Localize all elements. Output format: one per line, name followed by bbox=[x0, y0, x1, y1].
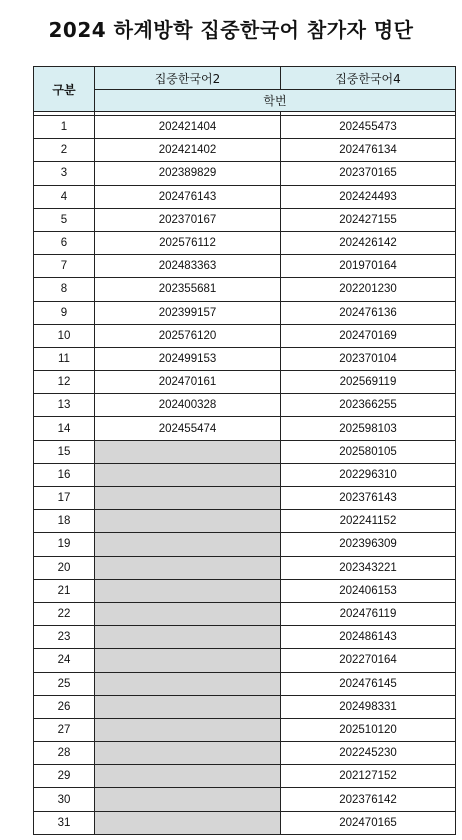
course-4-id-cell: 202426142 bbox=[281, 231, 456, 254]
course-2-id-cell bbox=[95, 626, 281, 649]
row-number-cell: 26 bbox=[34, 695, 95, 718]
course-2-id-cell: 202370167 bbox=[95, 208, 281, 231]
course-2-id-cell: 202576120 bbox=[95, 324, 281, 347]
course-2-id-cell: 202470161 bbox=[95, 371, 281, 394]
course-4-id-cell: 202396309 bbox=[281, 533, 456, 556]
row-number-cell: 27 bbox=[34, 718, 95, 741]
table-row bbox=[34, 116, 456, 139]
course-2-id-cell: 202476143 bbox=[95, 185, 281, 208]
table-row bbox=[34, 626, 456, 649]
row-number-cell: 3 bbox=[34, 162, 95, 185]
course-4-id-cell: 202510120 bbox=[281, 718, 456, 741]
course-2-id-cell: 202455474 bbox=[95, 417, 281, 440]
header-gubun: 구분 bbox=[34, 67, 95, 112]
course-4-id-cell: 202343221 bbox=[281, 556, 456, 579]
course-4-id-cell: 202127152 bbox=[281, 765, 456, 788]
table-row bbox=[34, 231, 456, 254]
course-4-id-cell: 202245230 bbox=[281, 742, 456, 765]
row-number-cell: 10 bbox=[34, 324, 95, 347]
row-number-cell: 8 bbox=[34, 278, 95, 301]
table-row bbox=[34, 718, 456, 741]
table-body bbox=[34, 112, 456, 835]
row-number-cell: 31 bbox=[34, 811, 95, 834]
course-2-id-cell: 202421402 bbox=[95, 139, 281, 162]
course-2-id-cell bbox=[95, 602, 281, 625]
row-number-cell: 22 bbox=[34, 602, 95, 625]
course-4-id-cell: 202296310 bbox=[281, 463, 456, 486]
table-row bbox=[34, 278, 456, 301]
course-4-id-cell: 202366255 bbox=[281, 394, 456, 417]
row-number-cell: 9 bbox=[34, 301, 95, 324]
course-4-id-cell: 202470169 bbox=[281, 324, 456, 347]
row-number-cell: 5 bbox=[34, 208, 95, 231]
row-number-cell: 20 bbox=[34, 556, 95, 579]
course-4-id-cell: 201970164 bbox=[281, 255, 456, 278]
course-2-id-cell bbox=[95, 510, 281, 533]
table-row bbox=[34, 765, 456, 788]
course-4-id-cell: 202498331 bbox=[281, 695, 456, 718]
row-number-cell: 1 bbox=[34, 116, 95, 139]
row-number-cell: 19 bbox=[34, 533, 95, 556]
table-row bbox=[34, 556, 456, 579]
table-row bbox=[34, 533, 456, 556]
table-row bbox=[34, 301, 456, 324]
course-4-id-cell: 202470165 bbox=[281, 811, 456, 834]
table-header-row bbox=[34, 67, 456, 90]
table-subheader-row bbox=[34, 90, 456, 112]
course-2-id-cell bbox=[95, 487, 281, 510]
table-row bbox=[34, 510, 456, 533]
row-number-cell: 15 bbox=[34, 440, 95, 463]
course-2-id-cell: 202399157 bbox=[95, 301, 281, 324]
table-row bbox=[34, 742, 456, 765]
table-row bbox=[34, 139, 456, 162]
row-number-cell: 12 bbox=[34, 371, 95, 394]
course-4-id-cell: 202201230 bbox=[281, 278, 456, 301]
row-number-cell: 28 bbox=[34, 742, 95, 765]
course-4-id-cell: 202270164 bbox=[281, 649, 456, 672]
course-2-id-cell bbox=[95, 742, 281, 765]
row-number-cell: 17 bbox=[34, 487, 95, 510]
table-row bbox=[34, 695, 456, 718]
course-2-id-cell: 202355681 bbox=[95, 278, 281, 301]
row-number-cell: 6 bbox=[34, 231, 95, 254]
table-row bbox=[34, 208, 456, 231]
course-2-id-cell: 202400328 bbox=[95, 394, 281, 417]
course-4-id-cell: 202476119 bbox=[281, 602, 456, 625]
course-2-id-cell bbox=[95, 556, 281, 579]
row-number-cell: 21 bbox=[34, 579, 95, 602]
row-number-cell: 18 bbox=[34, 510, 95, 533]
row-number-cell: 11 bbox=[34, 347, 95, 370]
course-2-id-cell bbox=[95, 811, 281, 834]
course-2-id-cell bbox=[95, 463, 281, 486]
row-number-cell: 24 bbox=[34, 649, 95, 672]
course-4-id-cell: 202376143 bbox=[281, 487, 456, 510]
table-row bbox=[34, 579, 456, 602]
header-student-id: 학번 bbox=[95, 90, 456, 112]
course-2-id-cell bbox=[95, 649, 281, 672]
course-2-id-cell bbox=[95, 788, 281, 811]
header-course-4: 집중한국어4 bbox=[281, 67, 456, 90]
table-row bbox=[34, 371, 456, 394]
course-2-id-cell bbox=[95, 718, 281, 741]
course-2-id-cell bbox=[95, 440, 281, 463]
table-row bbox=[34, 487, 456, 510]
row-number-cell: 14 bbox=[34, 417, 95, 440]
row-number-cell: 7 bbox=[34, 255, 95, 278]
table-row bbox=[34, 672, 456, 695]
course-4-id-cell: 202406153 bbox=[281, 579, 456, 602]
course-2-id-cell bbox=[95, 695, 281, 718]
course-2-id-cell: 202421404 bbox=[95, 116, 281, 139]
participant-table bbox=[33, 66, 456, 835]
row-number-cell: 29 bbox=[34, 765, 95, 788]
table-row bbox=[34, 185, 456, 208]
course-4-id-cell: 202241152 bbox=[281, 510, 456, 533]
page-title: 2024 하계방학 집중한국어 참가자 명단 bbox=[48, 18, 414, 42]
row-number-cell: 23 bbox=[34, 626, 95, 649]
course-4-id-cell: 202569119 bbox=[281, 371, 456, 394]
table-row bbox=[34, 347, 456, 370]
table-row bbox=[34, 788, 456, 811]
header-course-2: 집중한국어2 bbox=[95, 67, 281, 90]
course-2-id-cell bbox=[95, 533, 281, 556]
row-number-cell: 16 bbox=[34, 463, 95, 486]
table-row bbox=[34, 417, 456, 440]
course-2-id-cell bbox=[95, 579, 281, 602]
course-2-id-cell: 202576112 bbox=[95, 231, 281, 254]
table-row bbox=[34, 463, 456, 486]
course-4-id-cell: 202486143 bbox=[281, 626, 456, 649]
table-row bbox=[34, 255, 456, 278]
table-row bbox=[34, 324, 456, 347]
course-4-id-cell: 202580105 bbox=[281, 440, 456, 463]
row-number-cell: 25 bbox=[34, 672, 95, 695]
course-4-id-cell: 202370104 bbox=[281, 347, 456, 370]
row-number-cell: 30 bbox=[34, 788, 95, 811]
table-row bbox=[34, 649, 456, 672]
row-number-cell: 13 bbox=[34, 394, 95, 417]
course-2-id-cell bbox=[95, 672, 281, 695]
row-number-cell: 2 bbox=[34, 139, 95, 162]
row-number-cell: 4 bbox=[34, 185, 95, 208]
course-4-id-cell: 202370165 bbox=[281, 162, 456, 185]
table-row bbox=[34, 394, 456, 417]
course-4-id-cell: 202376142 bbox=[281, 788, 456, 811]
table-row bbox=[34, 162, 456, 185]
course-4-id-cell: 202476136 bbox=[281, 301, 456, 324]
course-4-id-cell: 202476145 bbox=[281, 672, 456, 695]
course-4-id-cell: 202424493 bbox=[281, 185, 456, 208]
course-4-id-cell: 202476134 bbox=[281, 139, 456, 162]
course-2-id-cell bbox=[95, 765, 281, 788]
course-2-id-cell: 202499153 bbox=[95, 347, 281, 370]
table-row bbox=[34, 440, 456, 463]
course-2-id-cell: 202389829 bbox=[95, 162, 281, 185]
table-row bbox=[34, 811, 456, 834]
course-2-id-cell: 202483363 bbox=[95, 255, 281, 278]
course-4-id-cell: 202455473 bbox=[281, 116, 456, 139]
course-4-id-cell: 202598103 bbox=[281, 417, 456, 440]
table-row bbox=[34, 602, 456, 625]
course-4-id-cell: 202427155 bbox=[281, 208, 456, 231]
